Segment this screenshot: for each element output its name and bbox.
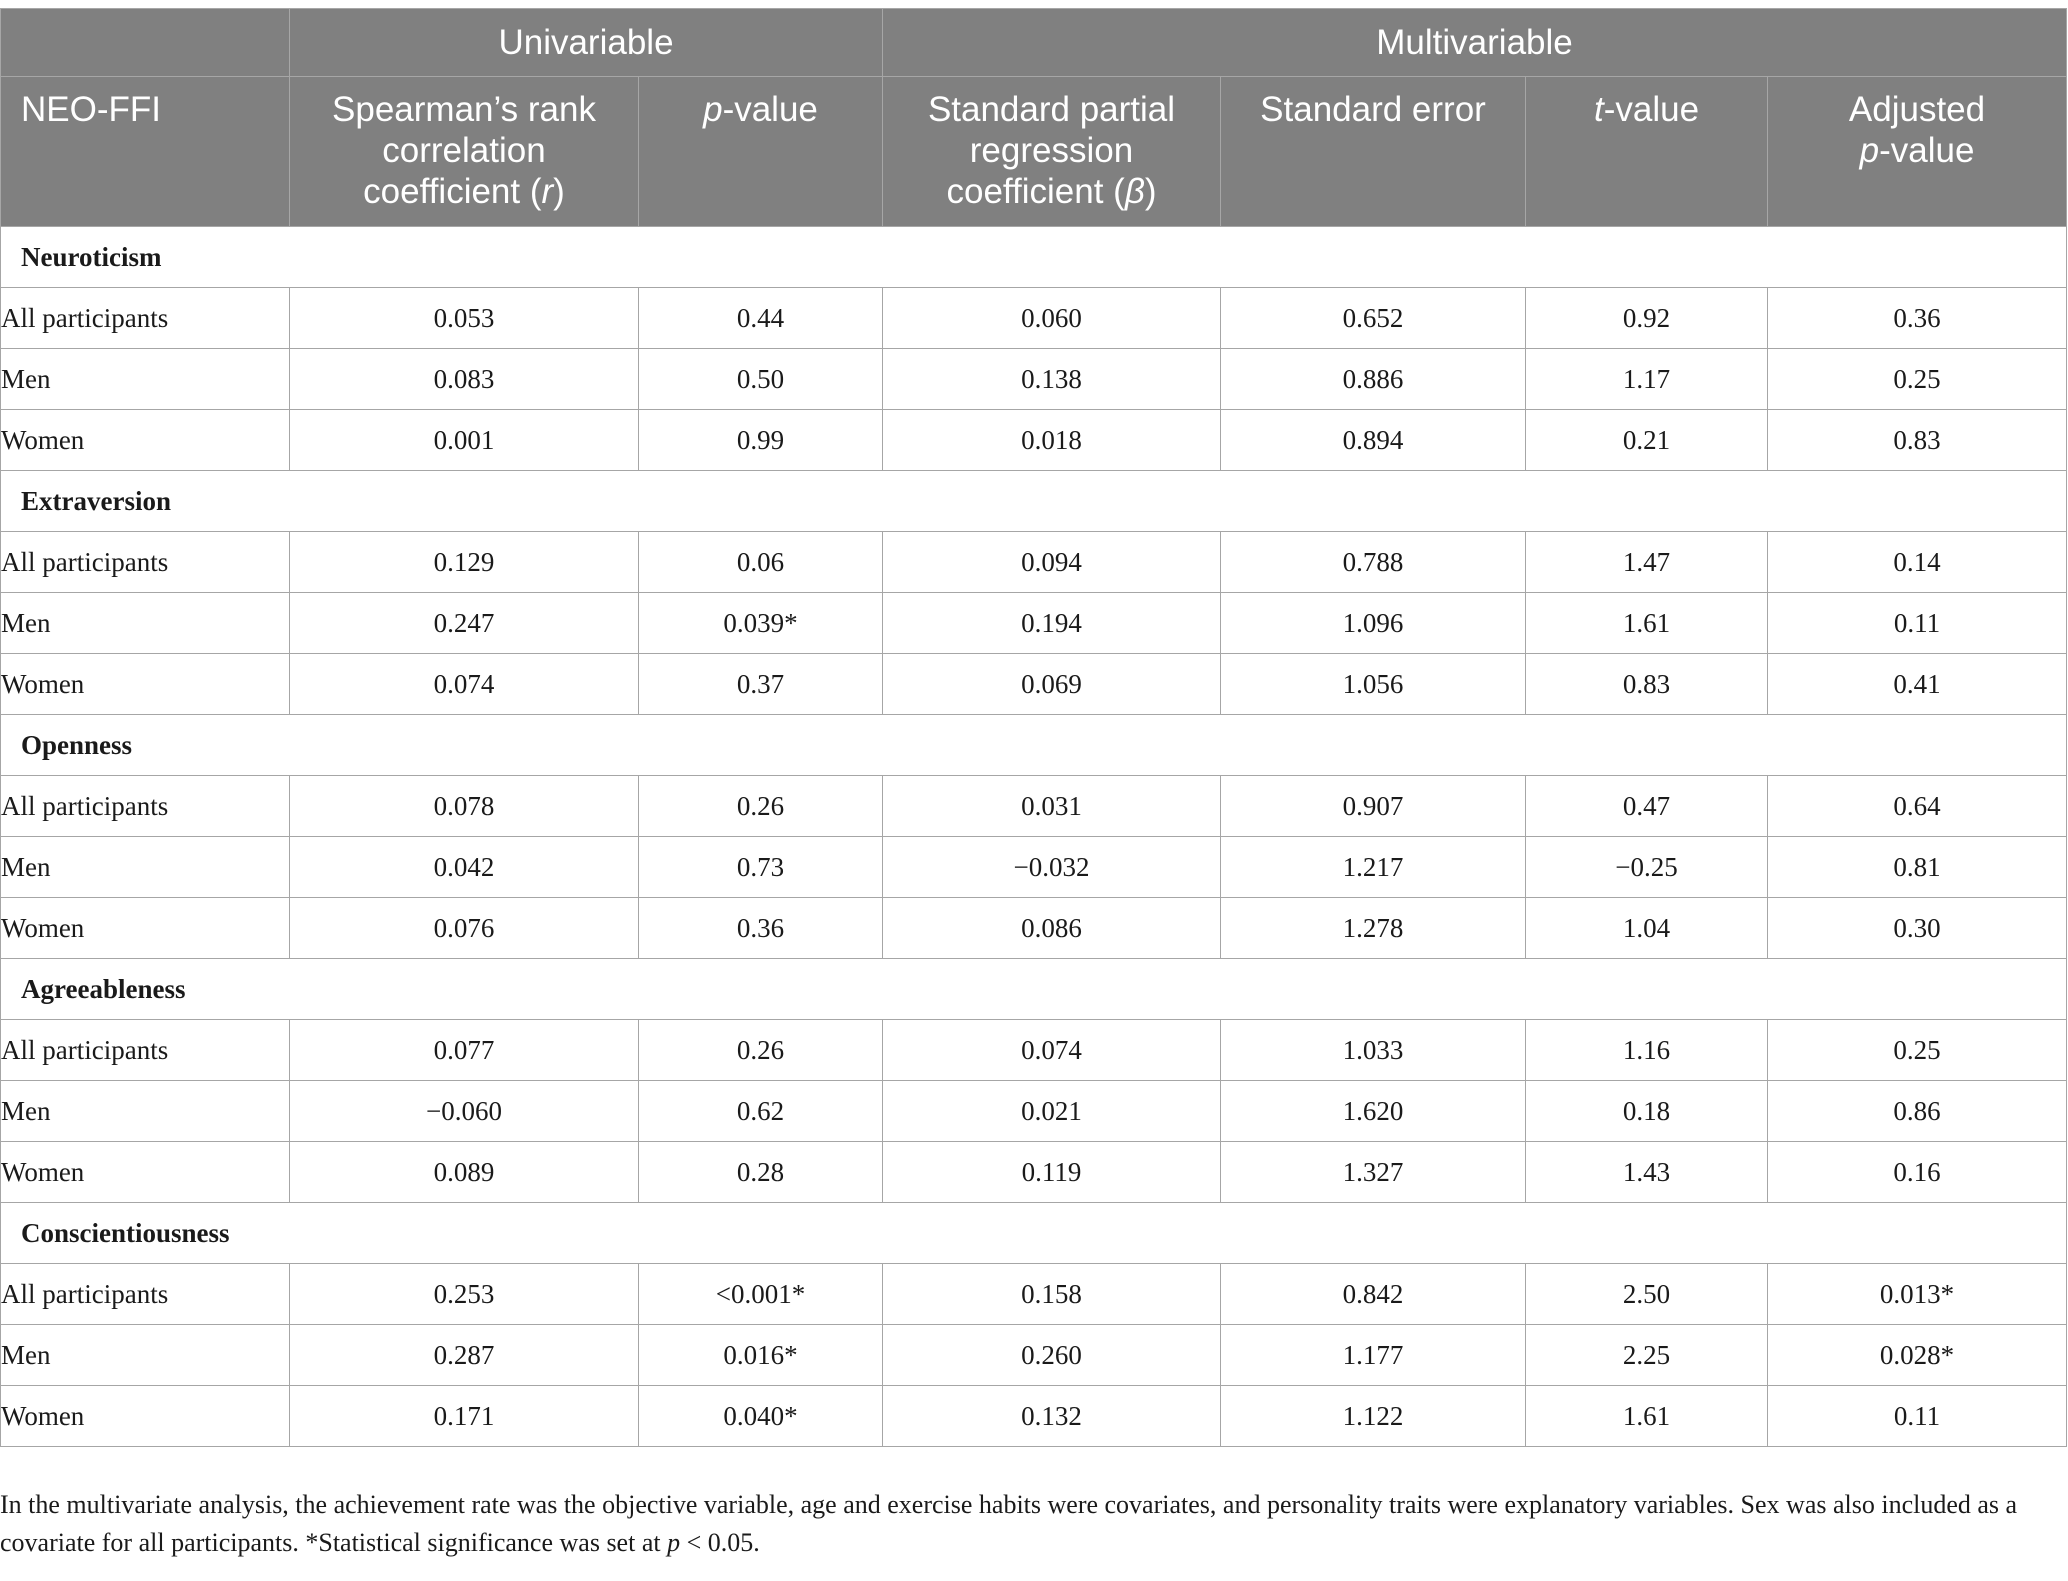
- r-cell: 0.001: [290, 410, 639, 471]
- p-cell: 0.039*: [639, 593, 883, 654]
- se-cell: 0.652: [1221, 288, 1526, 349]
- adj-p-cell: 0.16: [1768, 1142, 2067, 1203]
- group-cell: Women: [1, 654, 290, 715]
- neo-ffi-header: NEO-FFI: [1, 77, 290, 227]
- section-title: Agreeableness: [1, 959, 2067, 1020]
- t-cell: 0.21: [1526, 410, 1768, 471]
- t-cell: 2.25: [1526, 1325, 1768, 1386]
- se-cell: 1.177: [1221, 1325, 1526, 1386]
- p-cell: 0.06: [639, 532, 883, 593]
- t-cell: 1.61: [1526, 593, 1768, 654]
- se-cell: 1.278: [1221, 898, 1526, 959]
- p-cell: 0.26: [639, 1020, 883, 1081]
- group-cell: All participants: [1, 1020, 290, 1081]
- group-cell: Women: [1, 1142, 290, 1203]
- section-row: [1, 227, 2067, 288]
- section-title: Openness: [1, 715, 2067, 776]
- se-cell: 1.122: [1221, 1386, 1526, 1447]
- section-row: [1, 715, 2067, 776]
- t-cell: 2.50: [1526, 1264, 1768, 1325]
- p-cell: 0.44: [639, 288, 883, 349]
- adj-p-cell: 0.11: [1768, 593, 2067, 654]
- table-row: [1, 593, 2067, 654]
- std-partial-regression-header: Standard partial regression coefficient (β): [883, 77, 1221, 227]
- r-cell: 0.247: [290, 593, 639, 654]
- p-cell: 0.26: [639, 776, 883, 837]
- adj-p-cell: 0.14: [1768, 532, 2067, 593]
- section-row: [1, 1203, 2067, 1264]
- p-cell: 0.62: [639, 1081, 883, 1142]
- group-cell: Women: [1, 1386, 290, 1447]
- table-row: [1, 1020, 2067, 1081]
- multivariable-header: Multivariable: [883, 9, 2067, 77]
- r-cell: 0.053: [290, 288, 639, 349]
- adj-p-cell: 0.83: [1768, 410, 2067, 471]
- section-title: Neuroticism: [1, 227, 2067, 288]
- r-cell: 0.083: [290, 349, 639, 410]
- t-cell: 1.61: [1526, 1386, 1768, 1447]
- beta-cell: 0.132: [883, 1386, 1221, 1447]
- se-cell: 0.842: [1221, 1264, 1526, 1325]
- adj-p-cell: 0.86: [1768, 1081, 2067, 1142]
- beta-cell: 0.260: [883, 1325, 1221, 1386]
- p-value-header: p-value: [639, 77, 883, 227]
- beta-cell: 0.021: [883, 1081, 1221, 1142]
- adj-p-cell: 0.36: [1768, 288, 2067, 349]
- r-cell: 0.074: [290, 654, 639, 715]
- p-cell: 0.37: [639, 654, 883, 715]
- group-cell: All participants: [1, 288, 290, 349]
- table-row: [1, 288, 2067, 349]
- t-cell: 1.43: [1526, 1142, 1768, 1203]
- se-cell: 0.907: [1221, 776, 1526, 837]
- p-cell: 0.50: [639, 349, 883, 410]
- section-row: [1, 959, 2067, 1020]
- table-row: [1, 898, 2067, 959]
- se-cell: 1.033: [1221, 1020, 1526, 1081]
- t-cell: 1.04: [1526, 898, 1768, 959]
- p-cell: 0.36: [639, 898, 883, 959]
- adj-p-cell: 0.64: [1768, 776, 2067, 837]
- t-cell: 0.47: [1526, 776, 1768, 837]
- group-cell: All participants: [1, 1264, 290, 1325]
- t-cell: 1.47: [1526, 532, 1768, 593]
- se-cell: 1.056: [1221, 654, 1526, 715]
- section-title: Extraversion: [1, 471, 2067, 532]
- beta-cell: 0.074: [883, 1020, 1221, 1081]
- t-cell: 0.83: [1526, 654, 1768, 715]
- table-footnote: In the multivariate analysis, the achievement rate was the objective variable, age and exercise habits were covariates, and personality traits were explanatory variables. Sex was also included as a covariate for all participants. *Statistical significance was set at p < 0.05.: [0, 1490, 2018, 1557]
- beta-cell: 0.018: [883, 410, 1221, 471]
- table-row: [1, 776, 2067, 837]
- table-row: [1, 837, 2067, 898]
- se-cell: 1.620: [1221, 1081, 1526, 1142]
- adj-p-cell: 0.81: [1768, 837, 2067, 898]
- p-cell: 0.040*: [639, 1386, 883, 1447]
- table-body: [1, 227, 2067, 1447]
- t-cell: −0.25: [1526, 837, 1768, 898]
- t-cell: 0.92: [1526, 288, 1768, 349]
- r-cell: 0.253: [290, 1264, 639, 1325]
- se-cell: 0.788: [1221, 532, 1526, 593]
- beta-cell: 0.119: [883, 1142, 1221, 1203]
- p-cell: <0.001*: [639, 1264, 883, 1325]
- column-header-row: [1, 77, 2067, 227]
- univariable-header: Univariable: [290, 9, 883, 77]
- results-table: [0, 8, 2067, 1447]
- group-cell: Women: [1, 410, 290, 471]
- t-cell: 0.18: [1526, 1081, 1768, 1142]
- se-cell: 1.096: [1221, 593, 1526, 654]
- r-cell: 0.171: [290, 1386, 639, 1447]
- adj-p-cell: 0.41: [1768, 654, 2067, 715]
- adj-p-cell: 0.25: [1768, 349, 2067, 410]
- group-cell: Women: [1, 898, 290, 959]
- group-cell: Men: [1, 1081, 290, 1142]
- group-cell: Men: [1, 593, 290, 654]
- beta-cell: 0.138: [883, 349, 1221, 410]
- blank-header-cell: [1, 9, 290, 77]
- beta-cell: 0.086: [883, 898, 1221, 959]
- beta-cell: 0.069: [883, 654, 1221, 715]
- r-cell: 0.089: [290, 1142, 639, 1203]
- t-cell: 1.17: [1526, 349, 1768, 410]
- t-value-header: t-value: [1526, 77, 1768, 227]
- group-cell: All participants: [1, 776, 290, 837]
- beta-cell: 0.031: [883, 776, 1221, 837]
- r-cell: 0.077: [290, 1020, 639, 1081]
- r-cell: 0.076: [290, 898, 639, 959]
- se-cell: 0.886: [1221, 349, 1526, 410]
- adj-p-cell: 0.25: [1768, 1020, 2067, 1081]
- table-row: [1, 532, 2067, 593]
- table-row: [1, 1142, 2067, 1203]
- group-cell: All participants: [1, 532, 290, 593]
- adj-p-cell: 0.30: [1768, 898, 2067, 959]
- r-cell: 0.129: [290, 532, 639, 593]
- p-cell: 0.016*: [639, 1325, 883, 1386]
- r-cell: −0.060: [290, 1081, 639, 1142]
- beta-cell: 0.194: [883, 593, 1221, 654]
- section-title: Conscientiousness: [1, 1203, 2067, 1264]
- adjusted-p-value-header: Adjusted p-value: [1768, 77, 2067, 227]
- table-row: [1, 1325, 2067, 1386]
- standard-error-header: Standard error: [1221, 77, 1526, 227]
- beta-cell: 0.060: [883, 288, 1221, 349]
- group-cell: Men: [1, 837, 290, 898]
- beta-cell: 0.158: [883, 1264, 1221, 1325]
- p-cell: 0.99: [639, 410, 883, 471]
- r-cell: 0.287: [290, 1325, 639, 1386]
- adj-p-cell: 0.013*: [1768, 1264, 2067, 1325]
- table-row: [1, 1386, 2067, 1447]
- table-row: [1, 410, 2067, 471]
- r-cell: 0.078: [290, 776, 639, 837]
- se-cell: 0.894: [1221, 410, 1526, 471]
- se-cell: 1.217: [1221, 837, 1526, 898]
- r-cell: 0.042: [290, 837, 639, 898]
- table-row: [1, 1081, 2067, 1142]
- adj-p-cell: 0.11: [1768, 1386, 2067, 1447]
- group-cell: Men: [1, 349, 290, 410]
- p-cell: 0.28: [639, 1142, 883, 1203]
- section-row: [1, 471, 2067, 532]
- se-cell: 1.327: [1221, 1142, 1526, 1203]
- table-row: [1, 654, 2067, 715]
- t-cell: 1.16: [1526, 1020, 1768, 1081]
- group-header-row: [1, 9, 2067, 77]
- p-cell: 0.73: [639, 837, 883, 898]
- group-cell: Men: [1, 1325, 290, 1386]
- beta-cell: 0.094: [883, 532, 1221, 593]
- table-row: [1, 349, 2067, 410]
- spearman-header: Spearman’s rank correlation coefficient (r): [290, 77, 639, 227]
- adj-p-cell: 0.028*: [1768, 1325, 2067, 1386]
- beta-cell: −0.032: [883, 837, 1221, 898]
- table-row: [1, 1264, 2067, 1325]
